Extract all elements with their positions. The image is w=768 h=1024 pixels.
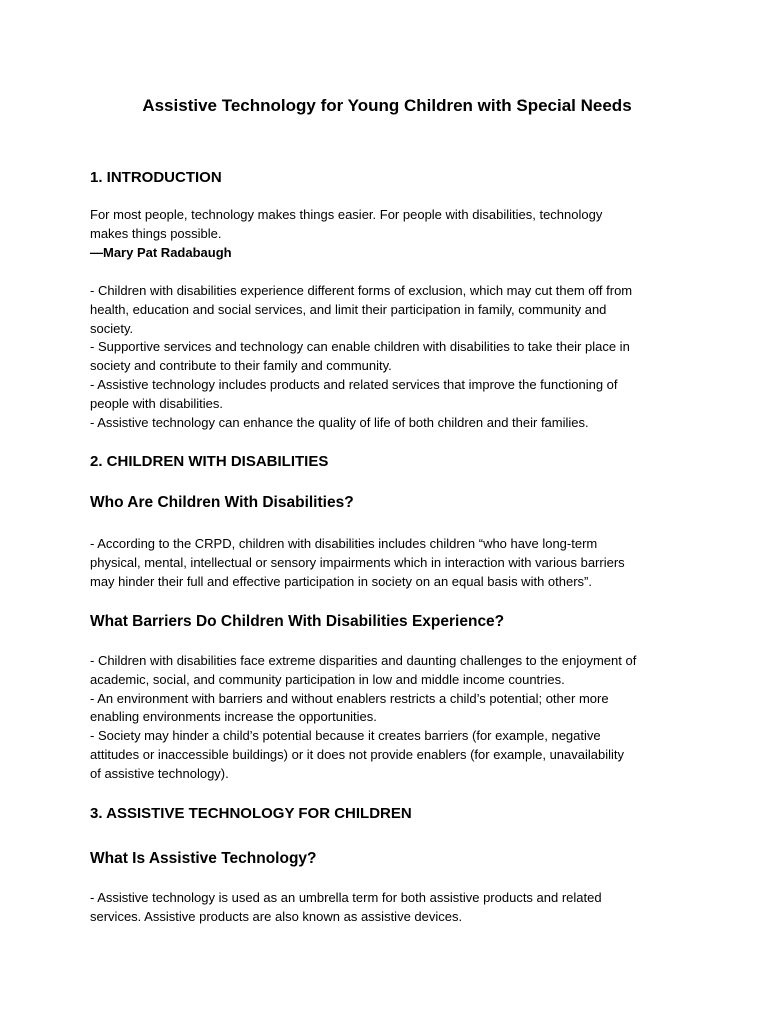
subheading-barriers: What Barriers Do Children With Disabilities Experience? bbox=[90, 612, 505, 630]
paragraph-line: attitudes or inaccessible buildings) or it does not provide enablers (for example, unavailability bbox=[90, 747, 625, 763]
paragraph-line: may hinder their full and effective participation in society on an equal basis with others”. bbox=[90, 573, 592, 589]
quote-line: For most people, technology makes things easier. For people with disabilities, technology bbox=[90, 207, 603, 222]
paragraph-line: - Society may hinder a child’s potential because it creates barriers (for example, negative bbox=[90, 728, 601, 744]
bullet-line: society. bbox=[90, 320, 134, 336]
subheading-what-is: What Is Assistive Technology? bbox=[90, 850, 317, 868]
bullet-line: - Assistive technology can enhance the quality of life of both children and their families. bbox=[90, 415, 589, 431]
bullet-line: health, education and social services, and limit their participation in family, community and bbox=[90, 301, 607, 317]
paragraph-line: - According to the CRPD, children with disabilities includes children “who have long-term bbox=[90, 535, 598, 551]
section-heading-children: 2. CHILDREN WITH DISABILITIES bbox=[90, 452, 329, 470]
page-title: Assistive Technology for Young Children with Special Needs bbox=[142, 96, 632, 115]
intro-bullets bbox=[90, 282, 684, 433]
paragraph-line: - Children with disabilities face extreme disparities and daunting challenges to the enjoyment of bbox=[90, 652, 637, 668]
paragraph-line: services. Assistive products are also known as assistive devices. bbox=[90, 908, 463, 924]
bullet-line: - Assistive technology includes products and related services that improve the functioning of bbox=[90, 377, 618, 393]
paragraph-line: - An environment with barriers and without enablers restricts a child’s potential; other more bbox=[90, 690, 609, 706]
subheading-who: Who Are Children With Disabilities? bbox=[90, 493, 354, 511]
paragraph-line: academic, social, and community participation in low and middle income countries. bbox=[90, 671, 565, 687]
section-heading-assistive: 3. ASSISTIVE TECHNOLOGY FOR CHILDREN bbox=[90, 805, 412, 823]
bullet-line: - Supportive services and technology can enable children with disabilities to take their place in bbox=[90, 339, 630, 355]
bullet-line: society and contribute to their family and community. bbox=[90, 358, 392, 374]
bullet-line: people with disabilities. bbox=[90, 396, 223, 412]
author-name: Mary Pat Radabaugh bbox=[103, 244, 232, 260]
author-dash: — bbox=[90, 244, 103, 260]
paragraph-line: enabling environments increase the opportunities. bbox=[90, 709, 377, 725]
quote-line: makes things possible. bbox=[90, 225, 222, 241]
paragraph-line: physical, mental, intellectual or sensory impairments which in interaction with various barriers bbox=[90, 554, 625, 570]
quote-author bbox=[90, 244, 684, 263]
paragraph-line: - Assistive technology is used as an umbrella term for both assistive products and related bbox=[90, 890, 602, 906]
barriers-paragraph bbox=[90, 652, 684, 784]
paragraph-line: of assistive technology). bbox=[90, 766, 229, 782]
quote-paragraph bbox=[90, 206, 684, 263]
document-body bbox=[90, 95, 684, 927]
who-paragraph bbox=[90, 535, 684, 592]
bullet-line: - Children with disabilities experience different forms of exclusion, which may cut them off from bbox=[90, 282, 633, 298]
what-is-paragraph bbox=[90, 889, 684, 927]
section-heading-introduction: 1. INTRODUCTION bbox=[90, 169, 222, 186]
